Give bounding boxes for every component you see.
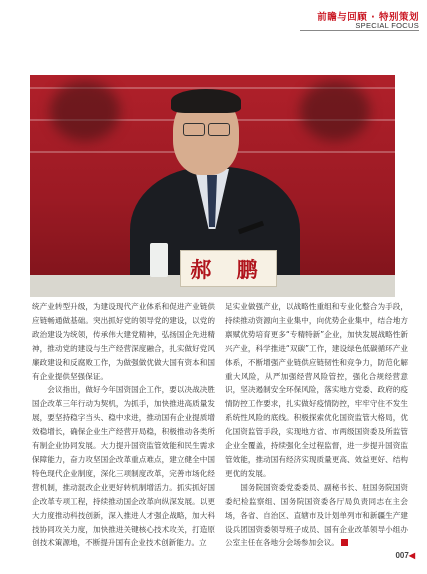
speaker-photo [30, 75, 395, 297]
end-mark-icon [341, 539, 348, 546]
section-title: 前瞻与回顾 · 特别策划 [317, 12, 419, 23]
article-paragraph: 统产业转型升级，为建设现代产业体系和促进产业链供应链畅通做基础。突出抓好党的领导党的建设，以党的政治建设为统领，传承伟大建党精神，弘扬国企先进精神，推动党的建设与生产经营深度融合，扎实做好党风廉政建设和反腐败工作，为做强做优做大国有资本和国有企业提供坚强保证。 [32, 302, 215, 381]
article-paragraph: 国务院国资委党委委员、副秘书长、驻国务院国资委纪检监察组、国务院国资委各厅局负责同志在主会场，各省、自治区、直辖市及计划单列市和新疆生产建设兵团国资委领导班子成员、国有企业改革领导小组办公室主任在各地分会场参加会议。 [225, 482, 408, 548]
glasses-right [208, 123, 230, 136]
arrow-left-icon: ◀ [408, 551, 415, 560]
speaker-hair [171, 89, 241, 113]
article-column-left [32, 300, 215, 550]
header-rule [300, 30, 419, 31]
page-number: 007◀ [395, 551, 415, 560]
glasses-left [183, 123, 205, 136]
section-subtitle: SPECIAL FOCUS [355, 21, 419, 30]
nameplate: 郝 鹏 [180, 250, 277, 287]
article-column-right [225, 300, 408, 550]
article-paragraph: 会议指出，做好今年国资国企工作，要以决战决胜国企改革三年行动为契机，为抓手，加快推进高质量发展，要坚持稳字当头、稳中求进，推动国有企业提质增效稳增长，确保企业生产经营开局稳，积极推动各类所有制企业协同发展。大力提升国资监管效能和民生需求保障能力，奋力攻坚国企改革重点难点，建立健全中国特色现代企业制度，深化三项制度改革，完善市场化经营机制，推动混改企业更好转机制增活力。抓实抓好国企改革专项工程，持续推动国企改革向纵深发展。以更大力度推动科技创新，深入推进人才强企战略，加大科技协同攻关力度，加快推进关键核心技术攻关，打造原创技术策源地，不断提升国有企业技术创新能力。立 [32, 385, 215, 548]
cup [150, 243, 168, 277]
article-paragraph: 足实业做强产业，以战略性重组和专业化整合为手段，持续推动资源向主业集中，向优势企业集中，结合地方禀赋优势培育更多“专精特新”企业，加快发展战略性新兴产业，科学推进“双碳”工作，建设绿色低碳循环产业体系，不断增强产业链供应链韧性和竞争力，防范化解重大风险，从严加强经营风险管控，强化合规经营意识，坚决遏制安全环保风险，落实地方党委、政府的疫情防控工作要求，扎实做好疫情防控，牢牢守住不发生系统性风险的底线。积极探索优化国资监管大格局，优化国资监管手段，实现地方省、市两级国资委及所监管企业全覆盖，持续强化全过程监督，进一步提升国资监管效能，推动国有经济实现质量更高、效益更好、结构更优的发展。 [225, 302, 408, 478]
